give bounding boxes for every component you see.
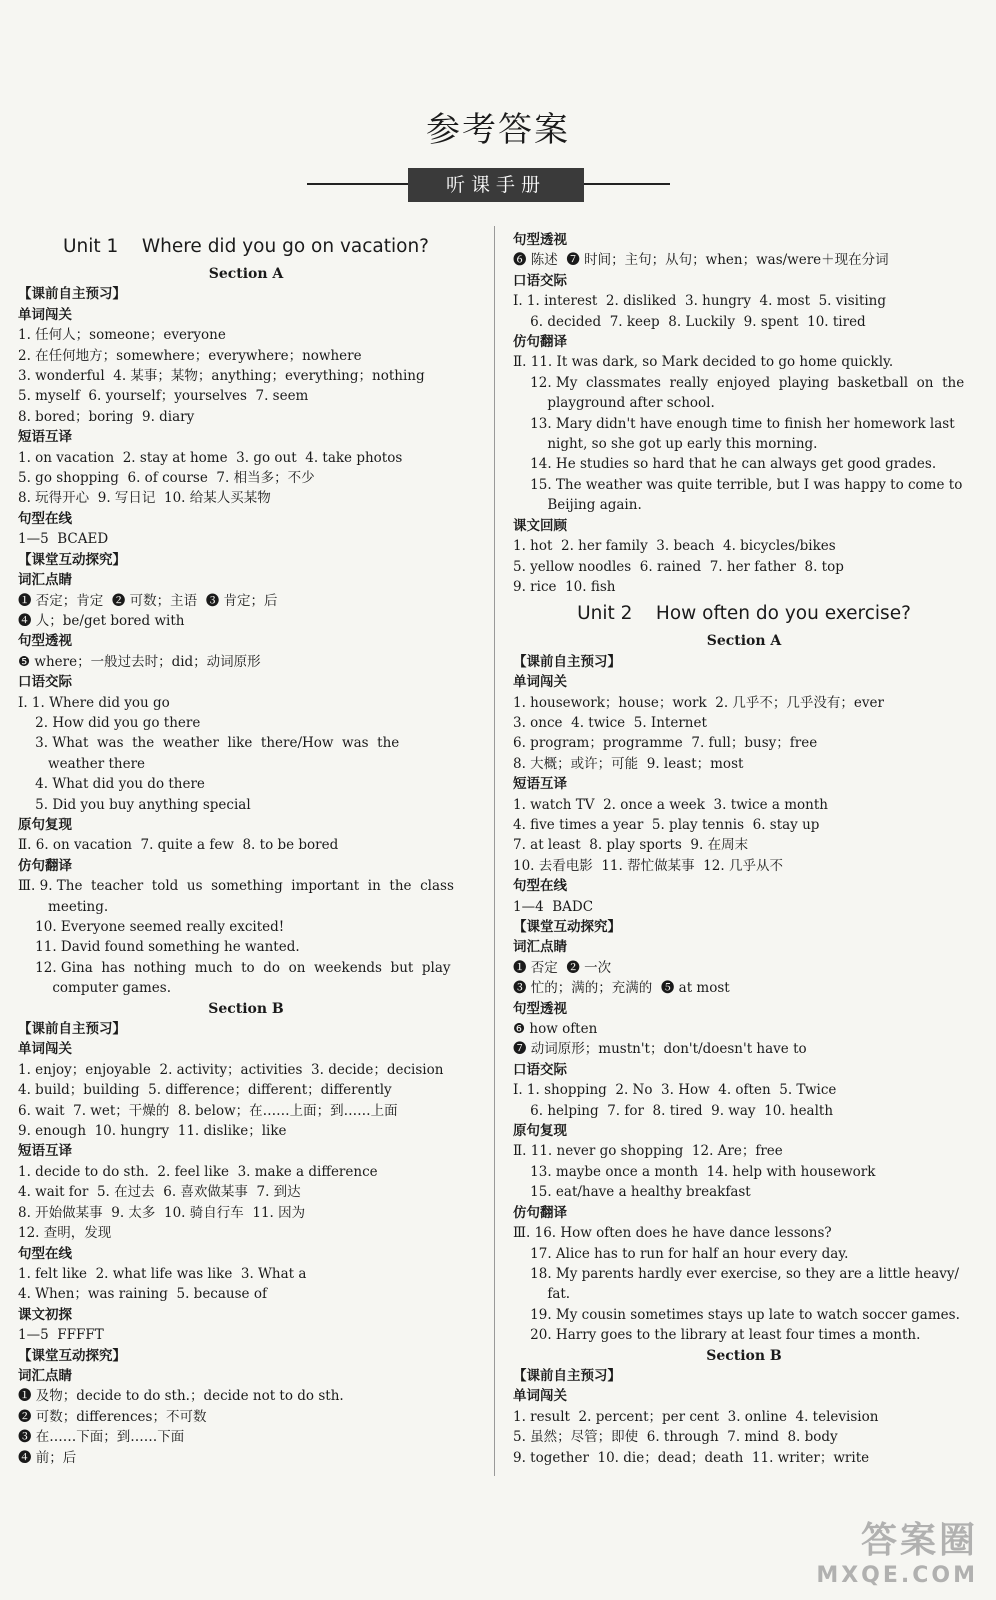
answer-line: 1. hot 2. her family 3. beach 4. bicycles/bikes (513, 538, 836, 555)
answer-line: 4. When；was raining 5. because of (18, 1286, 267, 1303)
heading-line: 短语互译 (513, 776, 567, 793)
answer-line: 5. myself 6. yourself；yourselves 7. seem (18, 388, 309, 405)
answer-line: 15. eat/have a healthy breakfast (513, 1184, 751, 1201)
section-line: Section A (208, 266, 284, 282)
answer-line: 13. maybe once a month 14. help with housework (513, 1163, 876, 1180)
answer-line: ❹ 前；后 (18, 1449, 77, 1466)
unit-line: Unit 1 Where did you go on vacation? (63, 236, 429, 257)
answer-line: ❸ 忙的；满的；充满的 ❺ at most (513, 980, 730, 997)
answer-line: ❸ 在……下面；到……下面 (18, 1429, 185, 1446)
answer-line: 20. Harry goes to the library at least four times a month. (513, 1327, 921, 1344)
bracket-line: 【课前自主预习】 (18, 286, 126, 303)
answer-line: 15. The weather was quite terrible, but I was happy to come to (513, 476, 963, 493)
answer-line: Ⅰ. 1. interest 2. disliked 3. hungry 4. most 5. visiting (513, 293, 887, 310)
answer-line: ❶ 否定；肯定 ❷ 可数；主语 ❸ 肯定；后 (18, 592, 278, 609)
heading-line: 仿句翻译 (18, 857, 72, 874)
answer-line: 6. decided 7. keep 8. Luckily 9. spent 10. tired (513, 313, 866, 330)
heading-line: 仿句翻译 (513, 334, 567, 351)
heading-line: 句型在线 (18, 510, 72, 527)
right-column (513, 230, 975, 1468)
answer-line: 3. wonderful 4. 某事；某物；anything；everything；nothing (18, 368, 425, 385)
column-divider (494, 226, 495, 1476)
answer-line: ❹ 人；be/get bored with (18, 612, 185, 629)
answer-line: Beijing again. (513, 497, 642, 514)
heading-line: 单词闯关 (18, 306, 72, 323)
watermark-url: MXQE.COM (816, 1563, 978, 1588)
answer-line: 1—5 FFFFT (18, 1327, 104, 1344)
heading-line: 句型在线 (18, 1245, 72, 1262)
answer-line: 10. Everyone seemed really excited! (18, 919, 285, 935)
answer-line: Ⅲ. 9. The teacher told us something important in the class (18, 878, 454, 895)
answer-line: Ⅱ. 11. never go shopping 12. Are；free (513, 1143, 783, 1160)
answer-line: 6. program；programme 7. full；busy；free (513, 735, 818, 752)
answer-line: 6. wait 7. wet；干燥的 8. below；在……上面；到……上面 (18, 1102, 398, 1119)
heading-line: 短语互译 (18, 1143, 72, 1160)
heading-line: 句型透视 (18, 633, 72, 650)
heading-line: 单词闯关 (18, 1041, 72, 1058)
answer-line: 8. 开始做某事 9. 太多 10. 骑自行车 11. 因为 (18, 1204, 306, 1221)
answer-line: 5. yellow noodles 6. rained 7. her father 8. top (513, 558, 844, 575)
answer-line: Ⅲ. 16. How often does he have dance lessons? (513, 1225, 832, 1242)
heading-line: 句型在线 (513, 878, 567, 895)
heading-line: 句型透视 (513, 232, 567, 248)
answer-line: ❼ 动词原形；mustn't；don't/doesn't have to (513, 1041, 807, 1058)
answer-line: 5. 虽然；尽管；即使 6. through 7. mind 8. body (513, 1429, 838, 1446)
answer-line: 5. Did you buy anything special (18, 796, 251, 813)
answer-line: Ⅰ. 1. shopping 2. No 3. How 4. often 5. Twice (513, 1082, 837, 1099)
answer-line: 1—5 BCAED (18, 531, 109, 548)
bracket-line: 【课堂互动探究】 (18, 551, 126, 568)
bracket-line: 【课堂互动探究】 (18, 1347, 126, 1364)
answer-line: 2. How did you go there (18, 714, 201, 731)
heading-line: 原句复现 (513, 1123, 567, 1140)
answer-line: 9. together 10. die；dead；death 11. writer；write (513, 1449, 870, 1466)
heading-line: 词汇点睛 (18, 572, 72, 589)
answer-line: 3. once 4. twice 5. Internet (513, 714, 707, 731)
answer-line: 4. wait for 5. 在过去 6. 喜欢做某事 7. 到达 (18, 1184, 301, 1201)
answer-line: ❷ 可数；differences；不可数 (18, 1408, 207, 1425)
bracket-line: 【课前自主预习】 (513, 1367, 621, 1384)
answer-line: Ⅱ. 11. It was dark, so Mark decided to go home quickly. (513, 354, 894, 371)
answer-line: 5. go shopping 6. of course 7. 相当多；不少 (18, 470, 315, 487)
answer-line: 1. 任何人；someone；everyone (18, 327, 226, 344)
heading-line: 原句复现 (18, 816, 72, 833)
section-line: Section B (208, 1000, 284, 1017)
section-line: Section B (706, 1347, 782, 1364)
answer-line: 17. Alice has to run for half an hour every day. (513, 1245, 849, 1262)
answer-line: 8. 玩得开心 9. 写日记 10. 给某人买某物 (18, 490, 271, 507)
answer-line: 1. housework；house；work 2. 几乎不；几乎没有；ever (513, 694, 884, 711)
banner-line-right (584, 183, 670, 185)
answer-line: 7. at least 8. play sports 9. 在周末 (513, 837, 749, 854)
answer-line: ❻ 陈述 ❼ 时间；主句；从句；when；was/were＋现在分词 (513, 252, 889, 269)
answer-line: 19. My cousin sometimes stays up late to watch soccer games. (513, 1306, 960, 1323)
answer-line: 11. David found something he wanted. (18, 939, 300, 956)
answer-line: ❶ 否定 ❷ 一次 (513, 959, 612, 976)
watermark-logo-text: 答案圈 (860, 1520, 978, 1561)
answer-line: ❻ how often (513, 1021, 598, 1038)
heading-line: 词汇点睛 (18, 1367, 72, 1384)
answer-line: 9. rice 10. fish (513, 578, 616, 595)
answer-line: night, so she got up early this morning. (513, 436, 818, 453)
answer-line: meeting. (18, 898, 109, 915)
answer-line: playground after school. (513, 395, 715, 412)
heading-line: 句型透视 (513, 1000, 567, 1017)
page-title: 参考答案 (426, 110, 570, 150)
answer-line: 12. My classmates really enjoyed playing basketball on the (513, 374, 965, 391)
answer-line: computer games. (18, 980, 172, 997)
answer-line: 12. Gina has nothing much to do on weekends but play (18, 959, 451, 976)
answer-line: 18. My parents hardly ever exercise, so they are a little heavy/ (513, 1265, 960, 1282)
answer-line: Ⅰ. 1. Where did you go (18, 694, 170, 711)
answer-line: 6. helping 7. for 8. tired 9. way 10. health (513, 1102, 834, 1119)
answer-line: 12. 查明，发现 (18, 1225, 112, 1242)
heading-line: 口语交际 (18, 674, 72, 691)
answer-line: ❺ where；一般过去时；did；动词原形 (18, 653, 261, 670)
heading-line: 口语交际 (513, 272, 567, 289)
heading-line: 单词闯关 (513, 1388, 567, 1405)
answer-line: 10. 去看电影 11. 帮忙做某事 12. 几乎从不 (513, 857, 783, 874)
heading-line: 课文回顾 (513, 517, 567, 534)
answer-line: 1. felt like 2. what life was like 3. What a (18, 1265, 307, 1282)
bracket-line: 【课前自主预习】 (513, 653, 621, 670)
heading-line: 口语交际 (513, 1061, 567, 1078)
answer-line: 1. result 2. percent；per cent 3. online 4. television (513, 1408, 879, 1425)
answer-line: 4. five times a year 5. play tennis 6. stay up (513, 816, 820, 833)
answer-line: 3. What was the weather like there/How was the (18, 735, 400, 752)
answer-line: 1. enjoy；enjoyable 2. activity；activities 3. decide；decision (18, 1061, 444, 1078)
answer-line: 1. on vacation 2. stay at home 3. go out 4. take photos (18, 449, 403, 466)
heading-line: 词汇点睛 (513, 939, 567, 956)
answer-line: 14. He studies so hard that he can always get good grades. (513, 456, 937, 473)
answer-line: 1. decide to do sth. 2. feel like 3. make a difference (18, 1163, 378, 1180)
left-column (18, 230, 474, 1468)
answer-line: 2. 在任何地方；somewhere；everywhere；nowhere (18, 347, 362, 364)
answer-line: 8. 大概；或许；可能 9. least；most (513, 755, 744, 772)
heading-line: 单词闯关 (513, 674, 567, 691)
answer-line: 9. enough 10. hungry 11. dislike；like (18, 1123, 287, 1140)
answer-line: fat. (513, 1286, 571, 1303)
section-line: Section A (706, 633, 782, 650)
section-banner: 听课手册 (408, 168, 584, 202)
answer-line: 4. What did you do there (18, 776, 205, 793)
answer-line: 1—4 BADC (513, 898, 594, 915)
answer-line: weather there (18, 755, 146, 772)
unit-line: Unit 2 How often do you exercise? (577, 603, 911, 625)
bracket-line: 【课堂互动探究】 (513, 919, 621, 935)
heading-line: 短语互译 (18, 429, 72, 446)
watermark (816, 1512, 978, 1588)
answer-line: 4. build；building 5. difference；different；differently (18, 1082, 392, 1099)
answer-line: ❶ 及物；decide to do sth.；decide not to do sth. (18, 1388, 344, 1405)
answer-line: Ⅱ. 6. on vacation 7. quite a few 8. to be bored (18, 837, 339, 854)
banner-line-left (307, 183, 408, 185)
answer-line: 13. Mary didn't have enough time to finish her homework last (513, 415, 955, 432)
bracket-line: 【课前自主预习】 (18, 1021, 126, 1038)
answer-line: 1. watch TV 2. once a week 3. twice a month (513, 796, 828, 813)
answer-line: 8. bored；boring 9. diary (18, 408, 195, 425)
heading-line: 课文初探 (18, 1306, 72, 1323)
heading-line: 仿句翻译 (513, 1204, 567, 1221)
